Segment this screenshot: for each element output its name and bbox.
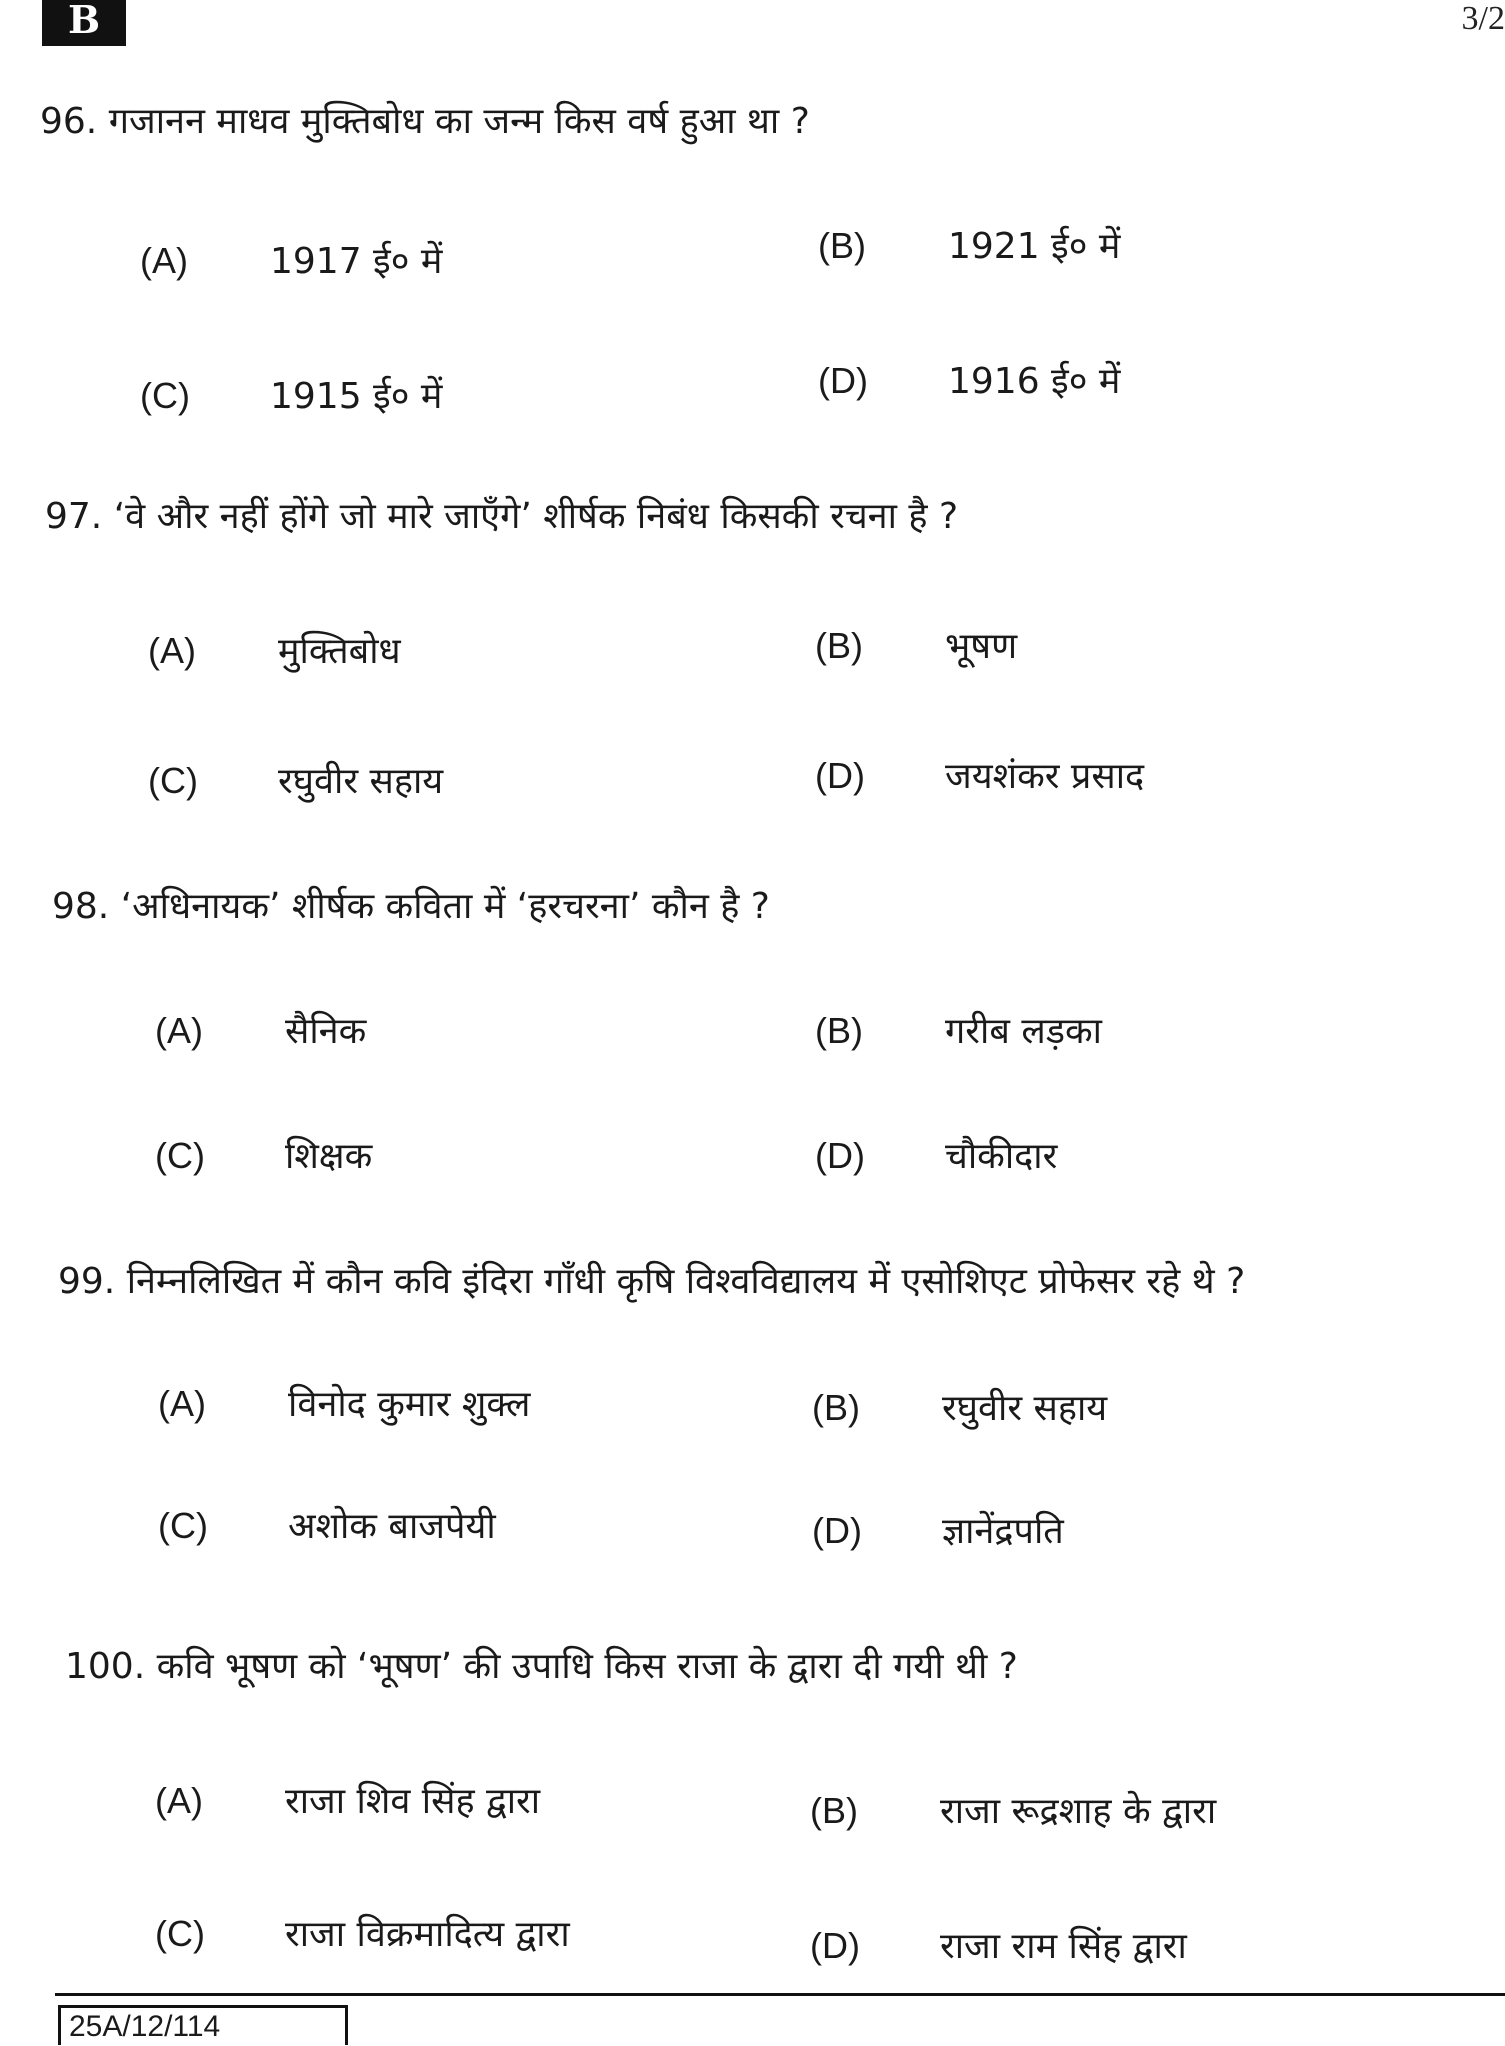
question-100 — [65, 1640, 1018, 1689]
question-number: 99. — [58, 1261, 116, 1302]
option-label: (B) — [815, 625, 863, 666]
question-97 — [45, 490, 958, 539]
question-text: कवि भूषण को ‘भूषण’ की उपाधि किस राजा के द्वारा दी गयी थी ? — [156, 1646, 1018, 1687]
option-97-c — [148, 755, 443, 804]
option-label: (B) — [810, 1790, 858, 1831]
option-text: चौकीदार — [945, 1136, 1058, 1177]
option-96-a — [140, 235, 442, 284]
option-97-b — [815, 620, 1017, 669]
option-text: राजा रूद्रशाह के द्वारा — [940, 1791, 1217, 1832]
question-text: निम्नलिखित में कौन कवि इंदिरा गाँधी कृषि विश्वविद्यालय में एसोशिएट प्रोफेसर रहे थे ? — [126, 1261, 1246, 1302]
option-label: (A) — [155, 1010, 203, 1051]
option-label: (A) — [140, 240, 188, 281]
option-text: ज्ञानेंद्रपति — [942, 1511, 1064, 1552]
option-text: भूषण — [945, 626, 1018, 667]
question-number: 97. — [45, 496, 103, 537]
option-100-b — [810, 1785, 1216, 1834]
option-text: गरीब लड़का — [945, 1011, 1102, 1052]
option-label: (A) — [148, 630, 196, 671]
option-text: 1915 ई० में — [270, 376, 443, 417]
set-badge: B — [42, 0, 126, 46]
option-label: (B) — [812, 1387, 860, 1428]
option-label: (A) — [155, 1780, 203, 1821]
option-99-c — [158, 1500, 496, 1549]
option-98-b — [815, 1005, 1102, 1054]
question-number: 98. — [52, 886, 110, 927]
option-98-c — [155, 1130, 372, 1179]
option-label: (D) — [810, 1925, 860, 1966]
question-text: गजानन माधव मुक्तिबोध का जन्म किस वर्ष हुआ था ? — [108, 101, 810, 142]
question-99 — [58, 1255, 1245, 1304]
option-97-a — [148, 625, 401, 674]
option-100-c — [155, 1908, 570, 1957]
option-text: सैनिक — [285, 1011, 367, 1052]
option-97-d — [815, 750, 1144, 799]
option-label: (D) — [812, 1510, 862, 1551]
option-text: रघुवीर सहाय — [278, 761, 444, 802]
option-label: (C) — [140, 375, 190, 416]
question-number: 96. — [40, 101, 98, 142]
option-label: (C) — [155, 1135, 205, 1176]
option-text: 1921 ई० में — [948, 226, 1121, 267]
option-99-d — [812, 1505, 1064, 1554]
option-text: राजा विक्रमादित्य द्वारा — [285, 1914, 570, 1955]
question-98 — [52, 880, 770, 929]
question-number: 100. — [65, 1646, 146, 1687]
option-text: अशोक बाजपेयी — [288, 1506, 496, 1547]
option-label: (D) — [815, 755, 865, 796]
option-text: जयशंकर प्रसाद — [945, 756, 1145, 797]
option-100-d — [810, 1920, 1187, 1969]
option-label: (B) — [818, 225, 866, 266]
option-99-b — [812, 1382, 1107, 1431]
option-text: 1916 ई० में — [948, 361, 1121, 402]
option-98-a — [155, 1005, 366, 1054]
option-96-b — [818, 220, 1120, 269]
option-label: (A) — [158, 1383, 206, 1424]
option-text: विनोद कुमार शुक्ल — [288, 1384, 531, 1425]
option-label: (B) — [815, 1010, 863, 1051]
question-text: ‘अधिनायक’ शीर्षक कविता में ‘हरचरना’ कौन है ? — [120, 886, 770, 927]
option-text: राजा शिव सिंह द्वारा — [285, 1781, 541, 1822]
option-label: (D) — [818, 360, 868, 401]
option-label: (C) — [155, 1913, 205, 1954]
option-text: मुक्तिबोध — [278, 631, 401, 672]
option-96-d — [818, 355, 1120, 404]
option-text: शिक्षक — [285, 1136, 373, 1177]
question-96 — [40, 95, 810, 144]
option-label: (D) — [815, 1135, 865, 1176]
footer-divider — [55, 1993, 1505, 1996]
paper-code: 25A/12/114 — [58, 2005, 348, 2045]
option-label: (C) — [148, 760, 198, 801]
option-text: राजा राम सिंह द्वारा — [940, 1926, 1187, 1967]
question-text: ‘वे और नहीं होंगे जो मारे जाएँगे’ शीर्षक निबंध किसकी रचना है ? — [113, 496, 959, 537]
option-text: रघुवीर सहाय — [942, 1388, 1108, 1429]
option-100-a — [155, 1775, 540, 1824]
option-text: 1917 ई० में — [270, 241, 443, 282]
option-98-d — [815, 1130, 1057, 1179]
page-mark: 3/2 — [1461, 0, 1505, 37]
option-96-c — [140, 370, 442, 419]
option-label: (C) — [158, 1505, 208, 1546]
option-99-a — [158, 1378, 530, 1427]
